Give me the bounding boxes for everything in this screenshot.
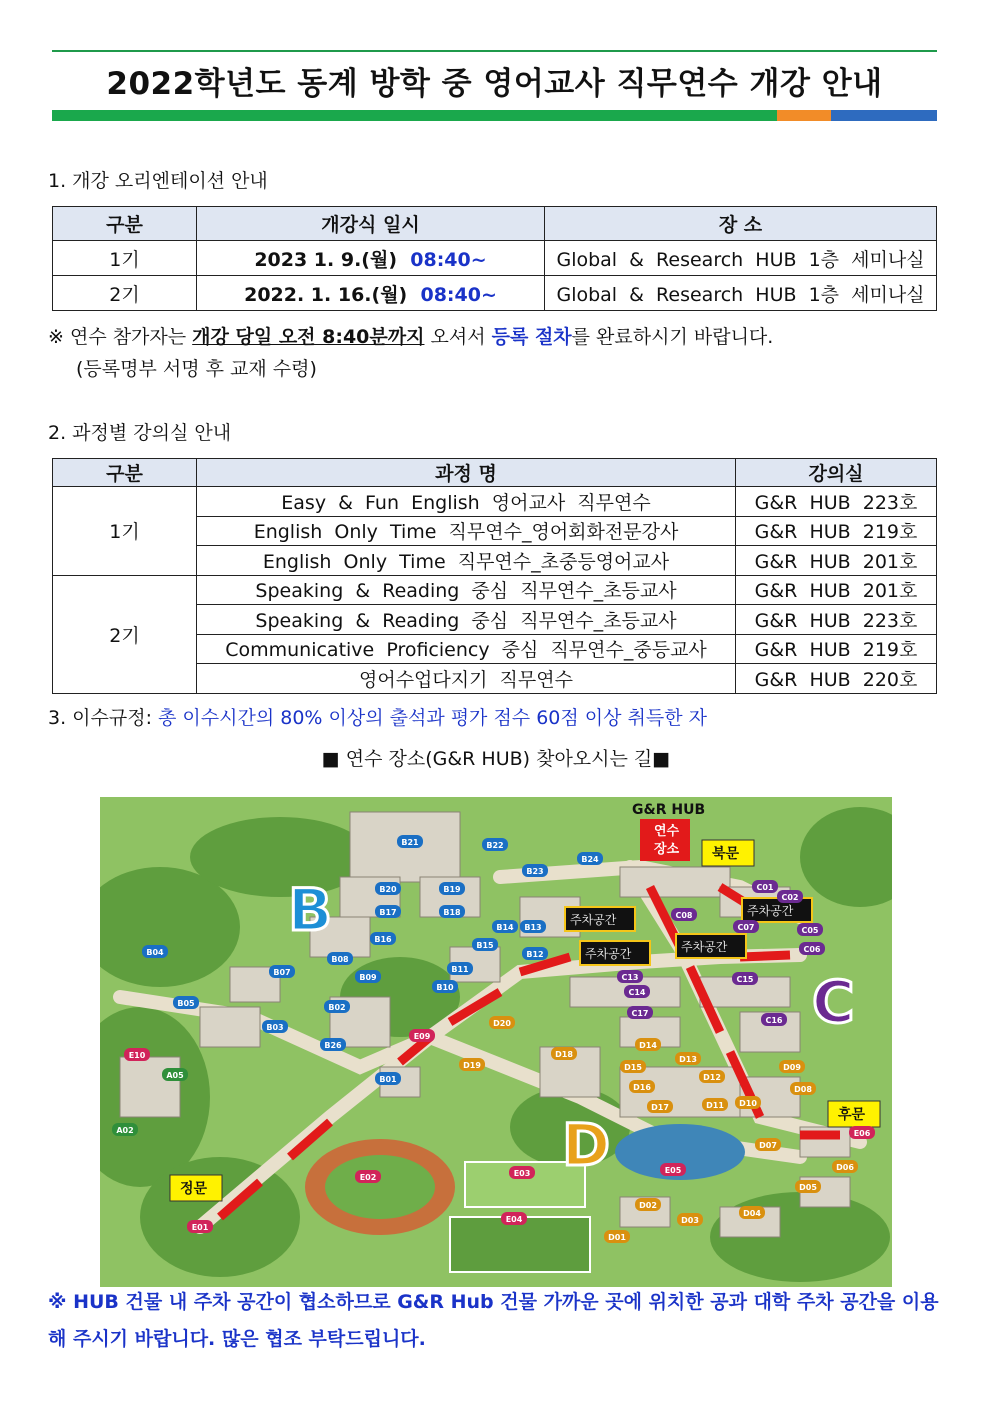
building-code-label: E10: [128, 1051, 146, 1060]
building-code-label: B15: [476, 941, 494, 950]
date-text: 2023 1. 9.(월): [254, 248, 398, 271]
zone-b-label: B: [288, 876, 333, 944]
date-cell: [197, 276, 545, 311]
building-code-label: D14: [639, 1041, 657, 1050]
directions-heading: ■ 연수 장소(G&R HUB) 찾아오시는 길■: [321, 748, 671, 770]
section1-heading: 1. 개강 오리엔테이션 안내: [48, 170, 268, 192]
building-code-label: E04: [505, 1215, 523, 1224]
building-code-label: B10: [436, 983, 454, 992]
col-header-date: 개강식 일시: [197, 207, 545, 241]
table-row: [53, 487, 937, 517]
building-code-label: B21: [401, 838, 419, 847]
building-code-label: D15: [624, 1063, 642, 1072]
building-code-label: B04: [146, 948, 164, 957]
parking-label: 주차공간: [585, 947, 632, 961]
building-code-label: C05: [801, 926, 819, 935]
building-code-label: E01: [191, 1223, 209, 1232]
soccer-field: [450, 1217, 590, 1272]
note-text: 를 완료하시기 바랍니다.: [571, 326, 774, 348]
venue-label-2: 장소: [654, 842, 680, 857]
building-code-label: D12: [703, 1073, 721, 1082]
building-code-label: B14: [496, 923, 514, 932]
building-code-label: D08: [794, 1085, 812, 1094]
venue-label: 연수: [654, 824, 680, 839]
building-code-label: D20: [493, 1019, 511, 1028]
building-code-label: A05: [166, 1071, 184, 1080]
col-header-term: 구분: [53, 459, 197, 487]
course-cell: Easy & Fun English 영어교사 직무연수: [197, 487, 736, 517]
room-cell: G&R HUB 201호: [736, 546, 937, 576]
building-code-label: D04: [743, 1209, 761, 1218]
title-top-rule: [52, 50, 937, 52]
building-code-label: B18: [443, 908, 461, 917]
table-row: [53, 276, 937, 311]
registration-subnote: (등록명부 서명 후 교재 수령): [76, 358, 317, 380]
building-code-label: D09: [783, 1063, 801, 1072]
course-cell: Speaking & Reading 중심 직무연수_초등교사: [197, 605, 736, 635]
registration-note: [48, 322, 773, 349]
building-code-label: D05: [799, 1183, 817, 1192]
building-code-label: D17: [651, 1103, 669, 1112]
building-code-label: B13: [524, 923, 542, 932]
building-code-label: C17: [631, 1009, 649, 1018]
section2-heading: 2. 과정별 강의실 안내: [48, 422, 232, 444]
table-row: [53, 241, 937, 276]
completion-rule: [48, 703, 707, 730]
room-cell: G&R HUB 220호: [736, 664, 937, 694]
building-code-label: D06: [836, 1163, 854, 1172]
building-code-label: C07: [737, 923, 755, 932]
north-gate-label: 북문: [712, 846, 740, 862]
page-title: 2022학년도 동계 방학 중 영어교사 직무연수 개강 안내: [106, 66, 883, 102]
table-row: [53, 575, 937, 605]
building-code-label: B09: [359, 973, 377, 982]
building-code-label: D19: [463, 1061, 481, 1070]
col-header-course: 과정 명: [197, 459, 736, 487]
orientation-table: [52, 206, 937, 311]
building-code-label: C02: [781, 893, 799, 902]
main-gate-label: 정문: [180, 1181, 208, 1197]
campus-map-svg: [100, 797, 892, 1287]
building-code-label: B07: [273, 968, 291, 977]
zone-c-label: C: [812, 968, 855, 1036]
building-code-label: D18: [555, 1050, 573, 1059]
title-bar-blue: [831, 110, 937, 121]
building-code-label: C15: [736, 975, 754, 984]
building-code-label: B24: [581, 855, 599, 864]
building-code-label: D02: [639, 1201, 657, 1210]
building-code-label: D01: [608, 1233, 626, 1242]
building-code-label: B22: [486, 841, 504, 850]
course-cell: Speaking & Reading 중심 직무연수_초등교사: [197, 575, 736, 605]
building-code-label: E03: [513, 1169, 531, 1178]
place-cell: Global & Research HUB 1층 세미나실: [545, 241, 937, 276]
building-code-label: C08: [675, 911, 693, 920]
date-cell: [197, 241, 545, 276]
rule-label: 3. 이수규정:: [48, 707, 159, 729]
date-text: 2022. 1. 16.(월): [244, 283, 408, 306]
building-code-label: E05: [664, 1166, 682, 1175]
building-code-label: C14: [628, 988, 646, 997]
building-code-label: B26: [324, 1041, 342, 1050]
note-registration: 등록 절차: [491, 326, 572, 348]
table-header-row: [53, 459, 937, 487]
room-cell: G&R HUB 219호: [736, 634, 937, 664]
room-cell: G&R HUB 223호: [736, 605, 937, 635]
building-code-label: D10: [739, 1099, 757, 1108]
title-bar-orange: [777, 110, 831, 121]
hub-label: G&R HUB: [632, 802, 706, 818]
note-text: ※ 연수 참가자는: [48, 326, 193, 348]
building-code-label: E06: [853, 1129, 871, 1138]
field: [325, 1155, 435, 1219]
col-header-term: 구분: [53, 207, 197, 241]
building-code-label: B23: [526, 867, 544, 876]
building-code-label: E02: [359, 1173, 377, 1182]
course-cell: English Only Time 직무연수_영어회화전문강사: [197, 516, 736, 546]
building-code-label: B11: [451, 965, 469, 974]
note-deadline: 개강 당일 오전 8:40분까지: [192, 326, 425, 348]
time-text: 08:40~: [420, 283, 497, 306]
term-cell: 2기: [53, 276, 197, 311]
room-cell: G&R HUB 223호: [736, 487, 937, 517]
building-code-label: B01: [379, 1075, 397, 1084]
building-code-label: D07: [759, 1141, 777, 1150]
building-code-label: B20: [379, 885, 397, 894]
building-code-label: B17: [379, 908, 397, 917]
building-code-label: B02: [328, 1003, 346, 1012]
building-code-label: B19: [443, 885, 461, 894]
course-cell: 영어수업다지기 직무연수: [197, 664, 736, 694]
parking-label: 주차공간: [747, 904, 794, 918]
room-cell: G&R HUB 201호: [736, 575, 937, 605]
course-cell: Communicative Proficiency 중심 직무연수_중등교사: [197, 634, 736, 664]
note-text: 오셔서: [424, 326, 492, 348]
building-code-label: B12: [526, 950, 544, 959]
col-header-place: 장 소: [545, 207, 937, 241]
parking-label: 주차공간: [570, 913, 617, 927]
term-cell: 1기: [53, 487, 197, 576]
parking-label: 주차공간: [681, 940, 728, 954]
rule-text: 총 이수시간의 80% 이상의 출석과 평가 점수 60점 이상 취득한 자: [158, 707, 707, 729]
term-cell: 2기: [53, 575, 197, 693]
back-gate-label: 후문: [838, 1107, 866, 1123]
building-code-label: D03: [681, 1216, 699, 1225]
parking-note: ※ HUB 건물 내 주차 공간이 협소하므로 G&R Hub 건물 가까운 곳에 위치한 공과 대학 주차 공간을 이용해 주시기 바랍니다. 많은 협조 부탁드립니다.: [48, 1291, 939, 1350]
term-cell: 1기: [53, 241, 197, 276]
building-code-label: D11: [706, 1101, 724, 1110]
table-header-row: [53, 207, 937, 241]
course-cell: English Only Time 직무연수_초중등영어교사: [197, 546, 736, 576]
building-code-label: D13: [679, 1055, 697, 1064]
building-code-label: B03: [266, 1023, 284, 1032]
room-cell: G&R HUB 219호: [736, 516, 937, 546]
time-text: 08:40~: [410, 248, 487, 271]
classroom-table: [52, 458, 937, 694]
building-code-label: B05: [177, 999, 195, 1008]
building-code-label: E09: [413, 1032, 431, 1041]
campus-map: [100, 797, 892, 1287]
building-code-label: B16: [374, 935, 392, 944]
building-code-label: A02: [116, 1126, 134, 1135]
building-code-label: C06: [803, 945, 821, 954]
col-header-room: 강의실: [736, 459, 937, 487]
place-cell: Global & Research HUB 1층 세미나실: [545, 276, 937, 311]
title-bar-green: [52, 110, 777, 121]
building-code-label: C01: [756, 883, 774, 892]
building-code-label: B08: [331, 955, 349, 964]
building-code-label: D16: [633, 1083, 651, 1092]
zone-d-label: D: [562, 1111, 611, 1179]
building-code-label: C16: [765, 1016, 783, 1025]
building-code-label: C13: [621, 973, 639, 982]
